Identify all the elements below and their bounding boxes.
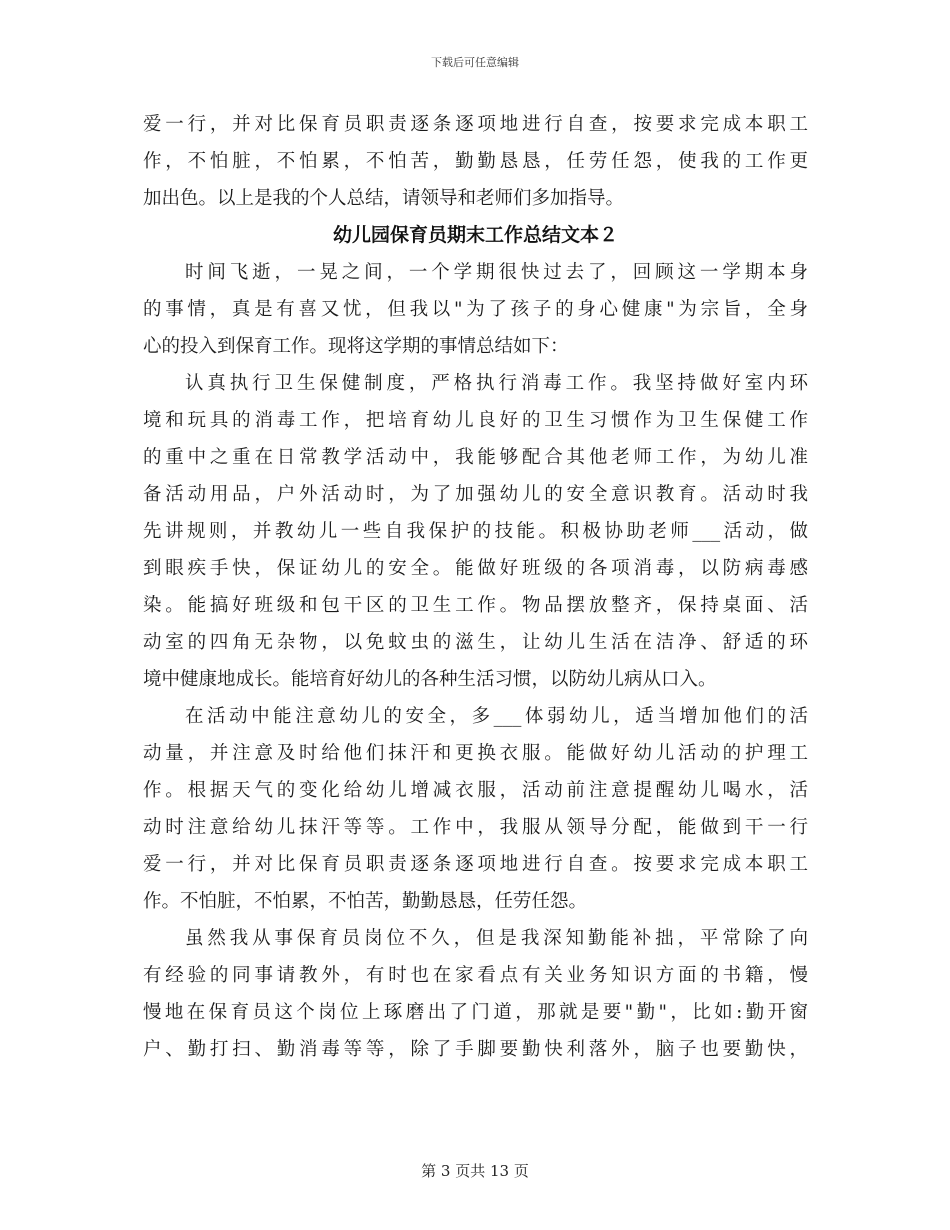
- paragraph-intro: [143, 254, 808, 365]
- text-line: 到眼疾手快，保证幼儿的安全。能做好班级的各项消毒，以防病毒感: [143, 558, 808, 579]
- page-footer: 第 3 页共 13 页: [421, 1162, 529, 1180]
- text-line: 作。根据天气的变化给幼儿增减衣服，活动前注意提醒幼儿喝水，活: [143, 780, 808, 801]
- text-line: 备活动用品，户外活动时，为了加强幼儿的安全意识教育。活动时我: [143, 484, 808, 505]
- text-line: 作。不怕脏，不怕累，不怕苦，勤勤恳恳，任劳任怨。: [143, 891, 588, 912]
- text-line: 慢地在保育员这个岗位上琢磨出了门道，那就是要"勤"，比如:勤开窗: [143, 1002, 808, 1023]
- text-line: 有经验的同事请教外，有时也在家看点有关业务知识方面的书籍，慢: [143, 965, 808, 986]
- text-line: 虽然我从事保育员岗位不久，但是我深知勤能补拙，平常除了向: [185, 928, 808, 949]
- paragraph-hygiene: [143, 365, 808, 698]
- text-line: 先讲规则，并教幼儿一些自我保护的技能。积极协助老师___活动，做: [143, 521, 808, 542]
- text-line: 在活动中能注意幼儿的安全，多___体弱幼儿，适当增加他们的活: [185, 706, 808, 727]
- page-header: 下载后可任意编辑: [431, 56, 519, 69]
- text-line: 的重中之重在日常教学活动中，我能够配合其他老师工作，为幼儿准: [143, 447, 808, 468]
- text-line: 爱一行，并对比保育员职责逐条逐项地进行自查，按要求完成本职工: [143, 114, 808, 135]
- paragraph-diligence: [143, 920, 808, 1068]
- text-line: 户、勤打扫、勤消毒等等，除了手脚要勤快利落外，脑子也要勤快，: [143, 1039, 808, 1060]
- text-line: 染。能搞好班级和包干区的卫生工作。物品摆放整齐，保持桌面、活: [143, 595, 808, 616]
- text-line: 动室的四角无杂物，以免蚊虫的滋生，让幼儿生活在洁净、舒适的环: [143, 632, 808, 653]
- text-line: 爱一行，并对比保育员职责逐条逐项地进行自查。按要求完成本职工: [143, 854, 808, 875]
- paragraph-safety: [143, 698, 808, 920]
- section-title: 幼儿园保育员期末工作总结文本２: [332, 224, 618, 246]
- text-line: 认真执行卫生保健制度，严格执行消毒工作。我坚持做好室内环: [185, 373, 808, 394]
- text-line: 动量，并注意及时给他们抹汗和更换衣服。能做好幼儿活动的护理工: [143, 743, 808, 764]
- text-line: 作，不怕脏，不怕累，不怕苦，勤勤恳恳，任劳任怨，使我的工作更: [143, 151, 808, 172]
- text-line: 动时注意给幼儿抹汗等等。工作中，我服从领导分配，能做到干一行: [143, 817, 808, 838]
- text-line: 加出色。以上是我的个人总结，请领导和老师们多加指导。: [143, 188, 625, 209]
- document-body: [143, 106, 808, 1068]
- text-line: 境和玩具的消毒工作，把培育幼儿良好的卫生习惯作为卫生保健工作: [143, 410, 808, 431]
- text-line: 的事情，真是有喜又忧，但我以"为了孩子的身心健康"为宗旨，全身: [143, 299, 808, 320]
- paragraph-continued: [143, 106, 808, 217]
- text-line: 境中健康地成长。能培育好幼儿的各种生活习惯，以防幼儿病从口入。: [143, 669, 717, 690]
- text-line: 心的投入到保育工作。现将这学期的事情总结如下：: [143, 336, 569, 357]
- text-line: 时间飞逝，一晃之间，一个学期很快过去了，回顾这一学期本身: [185, 262, 808, 283]
